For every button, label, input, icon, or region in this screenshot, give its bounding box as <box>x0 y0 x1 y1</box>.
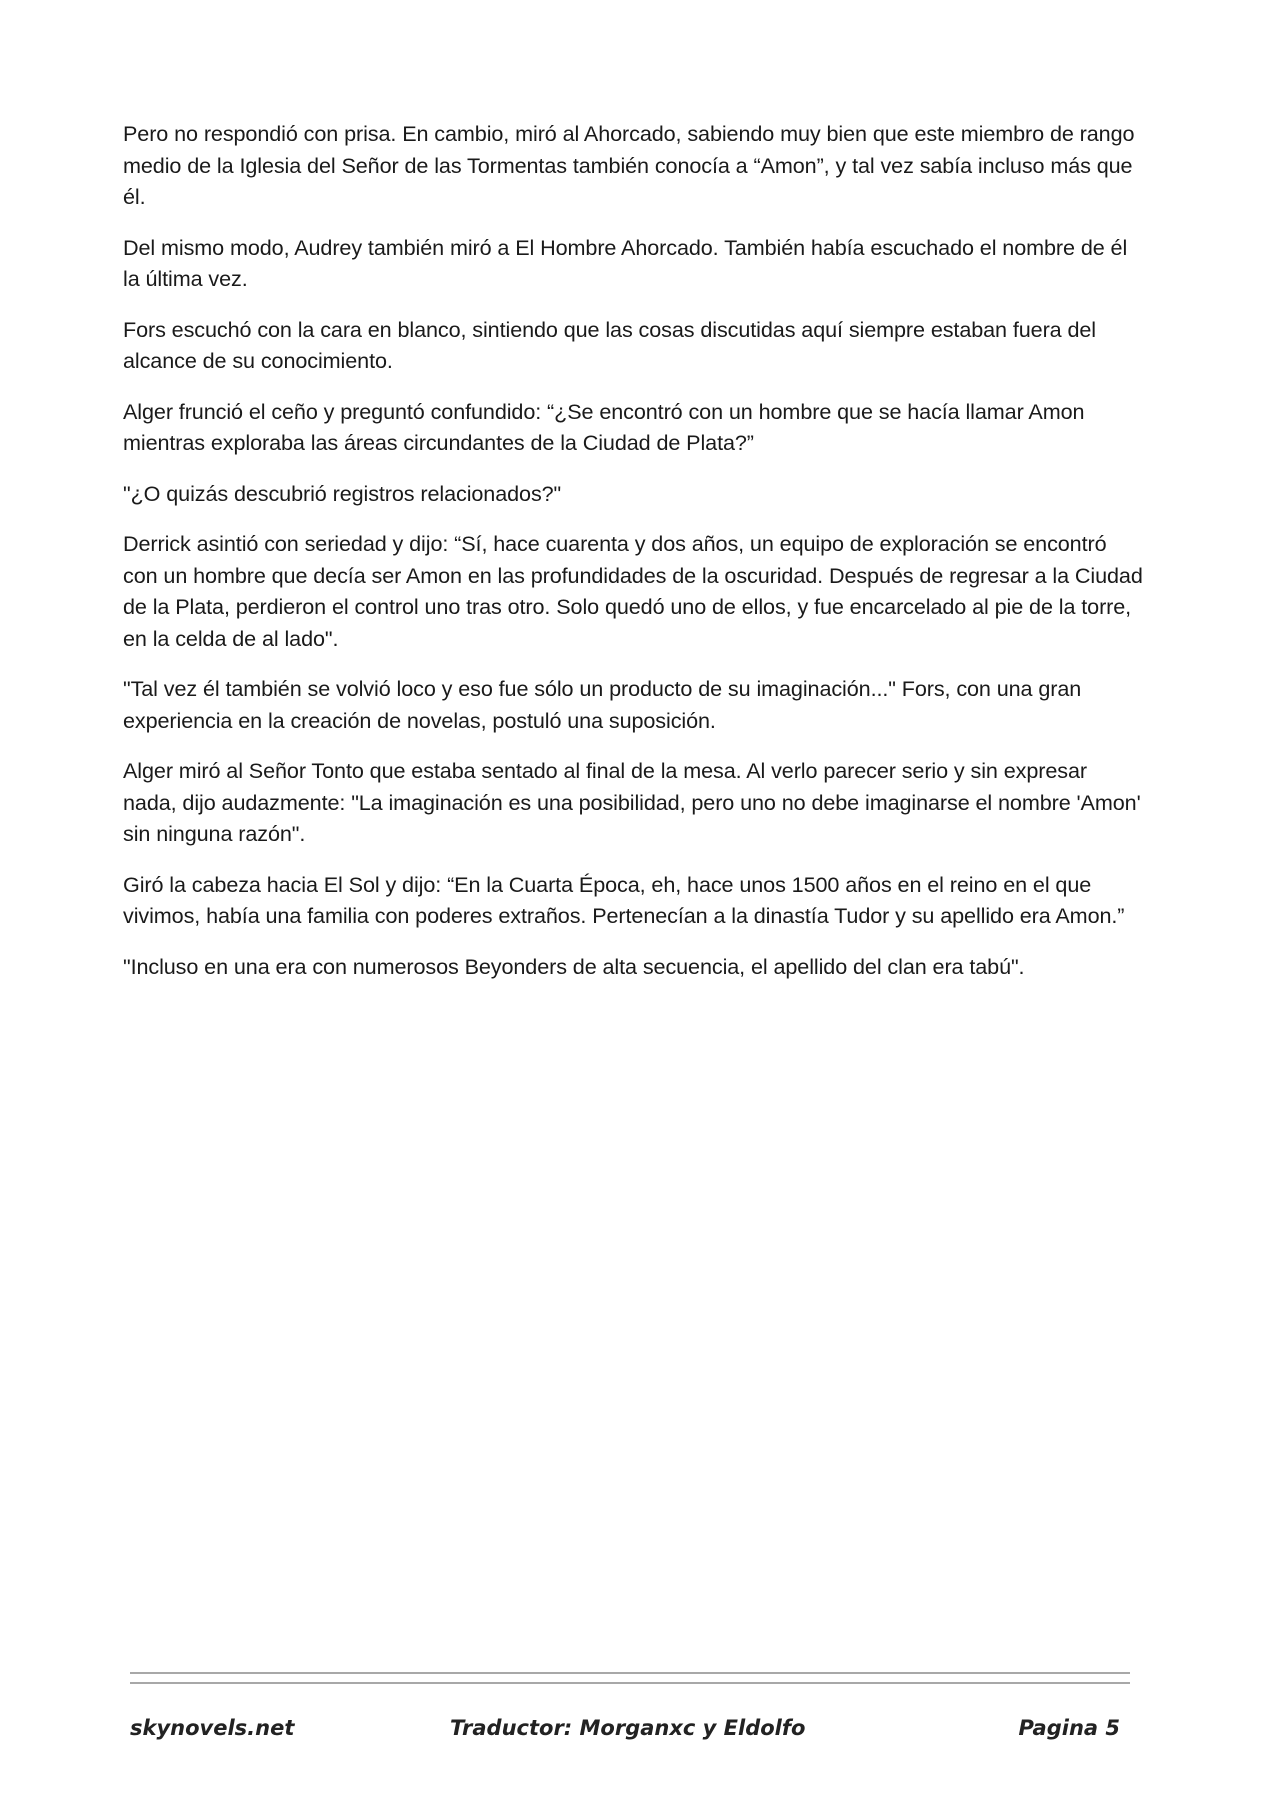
footer-page-number: Pagina 5 <box>1018 1716 1120 1740</box>
paragraph: "Incluso en una era con numerosos Beyonders de alta secuencia, el apellido del clan era tabú". <box>123 953 1025 979</box>
paragraph: Alger frunció el ceño y preguntó confundido: “¿Se encontró con un hombre que se hacía llamar Amon mientras exploraba las áreas circundantes de la Ciudad de Plata?” <box>123 398 1085 455</box>
footer-translator: Traductor: Morganxc y Eldolfo <box>450 1716 806 1740</box>
footer-rule-bottom <box>130 1682 1130 1684</box>
paragraph: Pero no respondió con prisa. En cambio, miró al Ahorcado, sabiendo muy bien que este miembro de rango medio de la Iglesia del Señor de las Tormentas también conocía a “Amon”, y tal vez sabía incluso más que él. <box>123 121 1135 209</box>
paragraph: Giró la cabeza hacia El Sol y dijo: “En la Cuarta Época, eh, hace unos 1500 años en el reino en el que vivimos, había una familia con poderes extraños. Pertenecían a la dinastía Tudor y su apellido era Amon.” <box>123 871 1125 928</box>
paragraph: "Tal vez él también se volvió loco y eso fue sólo un producto de su imaginación..." Fors, con una gran experiencia en la creación de novelas, postuló una suposición. <box>123 676 1082 733</box>
paragraph: Del mismo modo, Audrey también miró a El Hombre Ahorcado. También había escuchado el nombre de él la última vez. <box>123 234 1128 291</box>
paragraph: Derrick asintió con seriedad y dijo: “Sí, hace cuarenta y dos años, un equipo de exploración se encontró con un hombre que decía ser Amon en las profundidades de la oscuridad. Después de regresar a la Ciudad de la Plata, perdieron el control uno tras otro. Solo quedó uno de ellos, y fue encarcelado al pie de la torre, en la celda de al lado". <box>123 531 1143 651</box>
footer-site: skynovels.net <box>130 1716 295 1740</box>
paragraph: Fors escuchó con la cara en blanco, sintiendo que las cosas discutidas aquí siempre estaban fuera del alcance de su conocimiento. <box>123 316 1096 373</box>
paragraph: "¿O quizás descubrió registros relacionados?" <box>123 480 562 506</box>
footer-divider <box>130 1672 1130 1692</box>
footer-rule-top <box>130 1672 1130 1674</box>
paragraph: Alger miró al Señor Tonto que estaba sentado al final de la mesa. Al verlo parecer serio y sin expresar nada, dijo audazmente: "La imaginación es una posibilidad, pero uno no debe imaginarse el nombre 'Amon' sin ninguna razón". <box>123 758 1141 846</box>
document-body <box>123 118 1143 1001</box>
